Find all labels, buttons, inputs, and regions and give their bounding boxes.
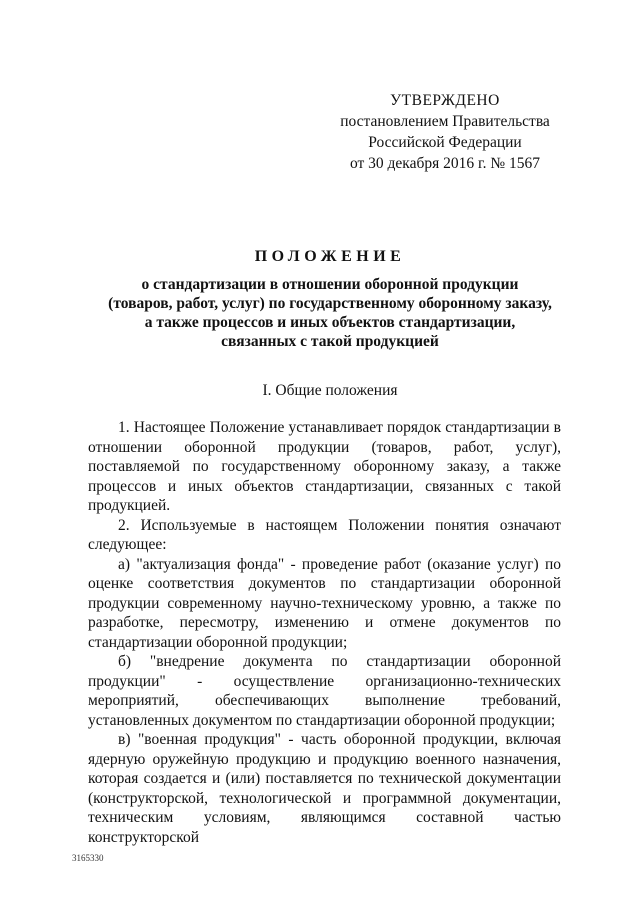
subtitle-line: (товаров, работ, услуг) по государственному оборонному заказу,	[108, 295, 552, 312]
subtitle-line: связанных с такой продукцией	[221, 333, 439, 350]
document-body	[88, 418, 561, 847]
approval-line-2: Российской Федерации	[368, 134, 522, 151]
section-heading: I. Общие положения	[262, 382, 398, 399]
subtitle-line: о стандартизации в отношении оборонной продукции	[141, 276, 519, 293]
approval-title: УТВЕРЖДЕНО	[390, 92, 500, 109]
document-title: ПОЛОЖЕНИЕ	[254, 248, 406, 265]
approval-line-3: от 30 декабря 2016 г. № 1567	[349, 155, 541, 172]
paragraph: а) "актуализация фонда" - проведение работ (оказание услуг) по оценке соответствия документов по стандартизации оборонной продукции современному научно-техническому уровню, а также по разработке, пересмотру, изменению и отмене документов по стандартизации оборонной продукции;	[88, 555, 561, 651]
approval-stamp	[330, 90, 560, 174]
paragraph: б) "внедрение документа по стандартизации оборонной продукции" - осуществление организационно-технических мероприятий, обеспечивающих выполнение требований, установленных документом по стандартизации оборонной продукции;	[88, 653, 561, 729]
document-code: 3165330	[72, 853, 104, 863]
paragraph: в) "военная продукция" - часть оборонной продукции, включая ядерную оружейную продукцию и продукцию военного назначения, которая создается и (или) поставляется по технической документации (конструкторской, технологической и программной документации, техническим условиям, являющимся составной частью конструкторской	[88, 731, 561, 846]
approval-line-1: постановлением Правительства	[340, 113, 550, 130]
document-subtitle	[60, 275, 600, 351]
subtitle-line: а также процессов и иных объектов стандартизации,	[144, 314, 516, 331]
paragraph: 2. Используемые в настоящем Положении понятия означают следующее:	[88, 516, 561, 553]
paragraph: 1. Настоящее Положение устанавливает порядок стандартизации в отношении оборонной продукции (товаров, работ, услуг), поставляемой по государственному оборонному заказу, а также процессов и иных объектов стандартизации, связанных с такой продукцией.	[88, 419, 561, 514]
